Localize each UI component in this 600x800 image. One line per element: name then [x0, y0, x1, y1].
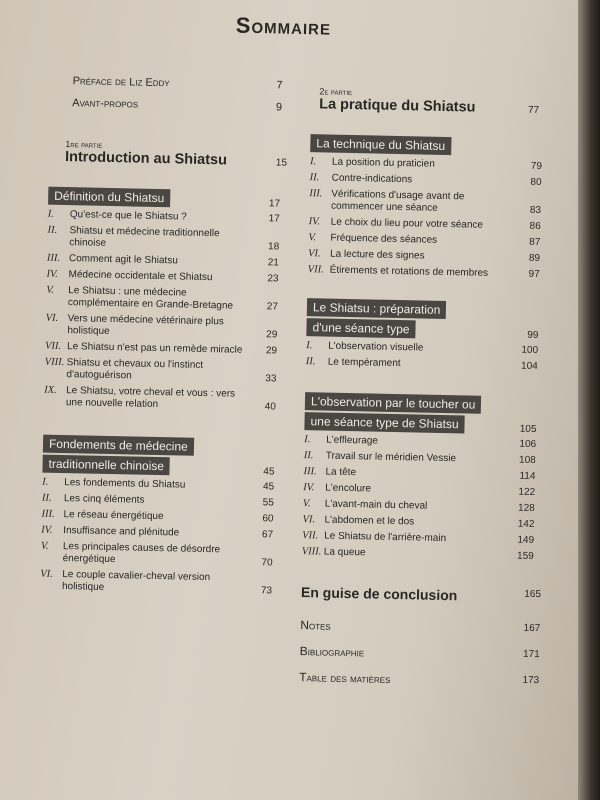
item-page: 159: [516, 550, 534, 562]
section-preparation: [306, 298, 539, 373]
item-page: 29: [266, 329, 278, 341]
part-title: [65, 149, 287, 170]
item-num: VI.: [40, 568, 53, 580]
item-num: IV.: [303, 482, 315, 494]
section-header: [48, 173, 281, 210]
item-page: 45: [262, 481, 275, 493]
item-num: VIII.: [44, 356, 65, 369]
item-page: 149: [517, 534, 535, 546]
part-title-page: 77: [527, 104, 540, 116]
page-title: Sommaire: [235, 12, 332, 40]
toc-item: [303, 498, 535, 515]
item-text: La queue: [323, 546, 366, 559]
section-title: La technique du Shiatsu: [310, 134, 451, 155]
item-page: 108: [518, 454, 536, 466]
item-page: 104: [520, 360, 538, 372]
back-label: Bibliographie: [299, 644, 365, 660]
toc-item: [302, 546, 534, 563]
item-text: La position du praticien: [331, 156, 435, 170]
back-page: 167: [523, 622, 541, 635]
back-entry: [299, 670, 539, 689]
item-num: II.: [47, 224, 58, 236]
item-page: 23: [267, 273, 279, 285]
item-text: Les principales causes de désordre énergétique: [62, 541, 221, 566]
front-page: 7: [276, 79, 283, 92]
item-num: V.: [302, 498, 311, 510]
item-num: IV.: [46, 268, 58, 280]
toc-item: [308, 264, 540, 281]
item-num: II.: [305, 356, 316, 368]
item-num: IV.: [308, 216, 321, 228]
section-title-line1: Le Shiatsu : préparation: [307, 298, 447, 319]
item-page: 100: [521, 344, 539, 356]
item-page: 73: [260, 585, 273, 597]
part-label: 1re partie: [65, 139, 103, 150]
section-title-line2: traditionnelle chinoise: [42, 455, 170, 476]
item-num: III.: [46, 252, 61, 264]
item-text: Shiatsu et chevaux ou l'instinct d'autoguérison: [66, 357, 204, 382]
front-label: Préface de Liz Eddy: [72, 75, 170, 90]
toc-item: [310, 172, 542, 189]
section-header: [306, 316, 538, 341]
part-label: 2e partie: [319, 86, 353, 98]
item-num: VI.: [45, 312, 59, 324]
item-text: Médecine occidentale et Shiatsu: [68, 269, 213, 284]
part-title-text: La pratique du Shiatsu: [319, 96, 476, 116]
item-text: Le couple cavalier-cheval version holistique: [61, 569, 211, 593]
toc-item: [302, 530, 534, 547]
back-label: Notes: [300, 618, 331, 633]
item-num: VII.: [302, 530, 319, 542]
toc-item: [306, 356, 538, 373]
item-num: I.: [42, 476, 49, 488]
item-page: 21: [267, 257, 279, 269]
section-title-line1: L'observation par le toucher ou: [305, 392, 482, 414]
back-entry: [300, 644, 540, 663]
item-page: 70: [261, 557, 273, 569]
item-page: 128: [517, 502, 535, 514]
item-text: L'effleurage: [326, 434, 379, 447]
item-num: VII.: [44, 340, 62, 352]
toc-item: [44, 357, 276, 386]
item-text: La tête: [325, 466, 357, 479]
item-page: 27: [266, 301, 279, 313]
item-num: IX.: [44, 384, 57, 396]
item-page: 83: [529, 204, 542, 217]
toc-item: [304, 450, 536, 467]
item-page: 122: [518, 486, 536, 498]
item-page: 40: [264, 401, 276, 413]
item-num: VII.: [307, 264, 324, 276]
item-text: Fréquence des séances: [330, 232, 438, 246]
item-text: L'avant-main du cheval: [324, 498, 428, 512]
item-num: III.: [309, 188, 323, 200]
item-num: I.: [304, 434, 311, 446]
toc-item: [44, 385, 276, 414]
front-entry: [72, 97, 282, 113]
part-title-page: 15: [275, 157, 288, 169]
section-title-line2: d'une séance type: [306, 318, 415, 338]
toc-item: [308, 232, 540, 249]
toc-item: [310, 156, 542, 173]
item-text: Le choix du lieu pour votre séance: [330, 216, 484, 231]
item-text: Vérifications d'usage avant de commencer une séance: [330, 188, 465, 214]
item-text: Comment agit le Shiatsu: [68, 253, 178, 267]
item-text: Travail sur le méridien Vessie: [325, 450, 457, 465]
item-text: Le tempérament: [327, 356, 401, 370]
toc-item: [304, 434, 536, 451]
section-header: [304, 410, 536, 435]
toc-item: [47, 225, 279, 254]
section-title-line1: Fondements de médecine: [43, 435, 194, 456]
item-text: L'abdomen et le dos: [324, 514, 415, 528]
item-text: Étirements et rotations de membres: [329, 264, 489, 279]
item-page: 97: [528, 268, 540, 280]
item-num: II.: [41, 492, 52, 504]
section-title: Définition du Shiatsu: [48, 187, 170, 208]
toc-item: [46, 269, 278, 286]
item-text: Le Shiatsu : une médecine complémentaire en Grande-Bretagne: [67, 285, 234, 312]
item-page: 80: [530, 176, 542, 189]
section-header: [42, 453, 274, 478]
item-page: 67: [261, 529, 274, 541]
item-text: Les cinq éléments: [63, 493, 145, 506]
toc-item: [41, 509, 273, 526]
front-page: 9: [275, 101, 283, 114]
item-text: Le réseau énergétique: [63, 509, 164, 523]
item-page: 17: [268, 213, 280, 225]
item-num: VI.: [302, 514, 316, 526]
item-num: VIII.: [301, 546, 322, 558]
item-text: Le Shiatsu de l'arrière-main: [324, 530, 447, 545]
back-label: Table des matières: [299, 670, 391, 686]
toc-item: [306, 340, 538, 357]
toc-item: [303, 466, 535, 483]
section-page: 45: [263, 466, 275, 478]
item-num: V.: [308, 232, 317, 244]
item-text: Vers une médecine vétérinaire plus holistique: [67, 313, 224, 337]
front-label: Avant-propos: [72, 97, 139, 111]
item-text: La lecture des signes: [329, 248, 425, 262]
item-page: 60: [262, 513, 274, 525]
toc-item: [309, 216, 541, 233]
item-num: VI.: [307, 248, 321, 260]
item-num: I.: [47, 208, 55, 220]
part-title-text: Introduction au Shiatsu: [64, 149, 228, 169]
toc-item: [40, 541, 272, 570]
item-text: Les fondements du Shiatsu: [64, 477, 186, 491]
item-page: 106: [519, 438, 537, 450]
item-page: 89: [528, 252, 541, 264]
item-page: 33: [265, 373, 277, 385]
back-page: 171: [522, 648, 540, 661]
section-observation: [302, 392, 537, 563]
item-num: II.: [303, 450, 314, 462]
item-text: Contre-indications: [331, 172, 413, 186]
item-text: L'encolure: [325, 482, 372, 495]
left-column: [34, 75, 295, 598]
item-page: 114: [519, 470, 536, 482]
toc-item: [46, 285, 278, 314]
section-title-line2: une séance type de Shiatsu: [304, 412, 464, 433]
toc-item: [45, 341, 277, 358]
item-text: Qu'est-ce que le Shiatsu ?: [69, 209, 187, 223]
toc-item: [42, 493, 274, 510]
right-column: [299, 80, 577, 689]
back-page: 173: [522, 674, 540, 687]
front-entry: [73, 75, 283, 91]
item-text: L'observation visuelle: [328, 340, 424, 354]
section-page: 99: [527, 329, 539, 341]
section-fondements: [34, 435, 275, 598]
conclusion-page: 165: [524, 588, 542, 601]
item-page: 142: [517, 518, 535, 530]
toc-item: [42, 477, 274, 494]
item-page: 29: [265, 345, 278, 357]
section-page: 17: [268, 198, 281, 210]
item-num: III.: [41, 508, 55, 520]
toc-item: [40, 569, 272, 598]
item-page: 79: [530, 160, 543, 173]
item-page: 18: [267, 241, 280, 253]
back-entry: [300, 618, 540, 637]
item-num: III.: [303, 466, 317, 478]
item-page: 86: [529, 220, 541, 233]
item-text: Le Shiatsu n'est pas un remède miracle: [66, 341, 243, 356]
conclusion-entry: [301, 584, 541, 605]
item-page: 87: [529, 236, 541, 248]
item-page: 55: [262, 497, 274, 509]
toc-item: [41, 525, 273, 542]
toc-item: [45, 313, 277, 342]
item-num: I.: [309, 156, 317, 168]
part-title: [319, 96, 539, 117]
section-page: 105: [519, 423, 537, 435]
item-text: Shiatsu et médecine traditionnelle chinoise: [69, 225, 220, 249]
toc-item: [309, 188, 541, 217]
toc-item: [302, 514, 534, 531]
section-technique: [308, 120, 543, 281]
toc-item: [308, 248, 540, 265]
section-definition: [38, 173, 281, 414]
item-text: Insuffisance and plénitude: [63, 525, 180, 539]
item-num: II.: [309, 172, 320, 184]
item-num: V.: [40, 540, 49, 552]
page-edge-shadow: [578, 0, 600, 800]
conclusion-title: En guise de conclusion: [300, 584, 458, 604]
item-num: V.: [46, 284, 55, 296]
toc-item: [303, 482, 535, 499]
toc-item: [47, 253, 279, 270]
item-num: IV.: [41, 524, 53, 536]
toc-item: [48, 209, 280, 226]
item-text: Le Shiatsu, votre cheval et vous : vers une nouvelle relation: [65, 385, 236, 411]
item-num: I.: [306, 340, 313, 352]
